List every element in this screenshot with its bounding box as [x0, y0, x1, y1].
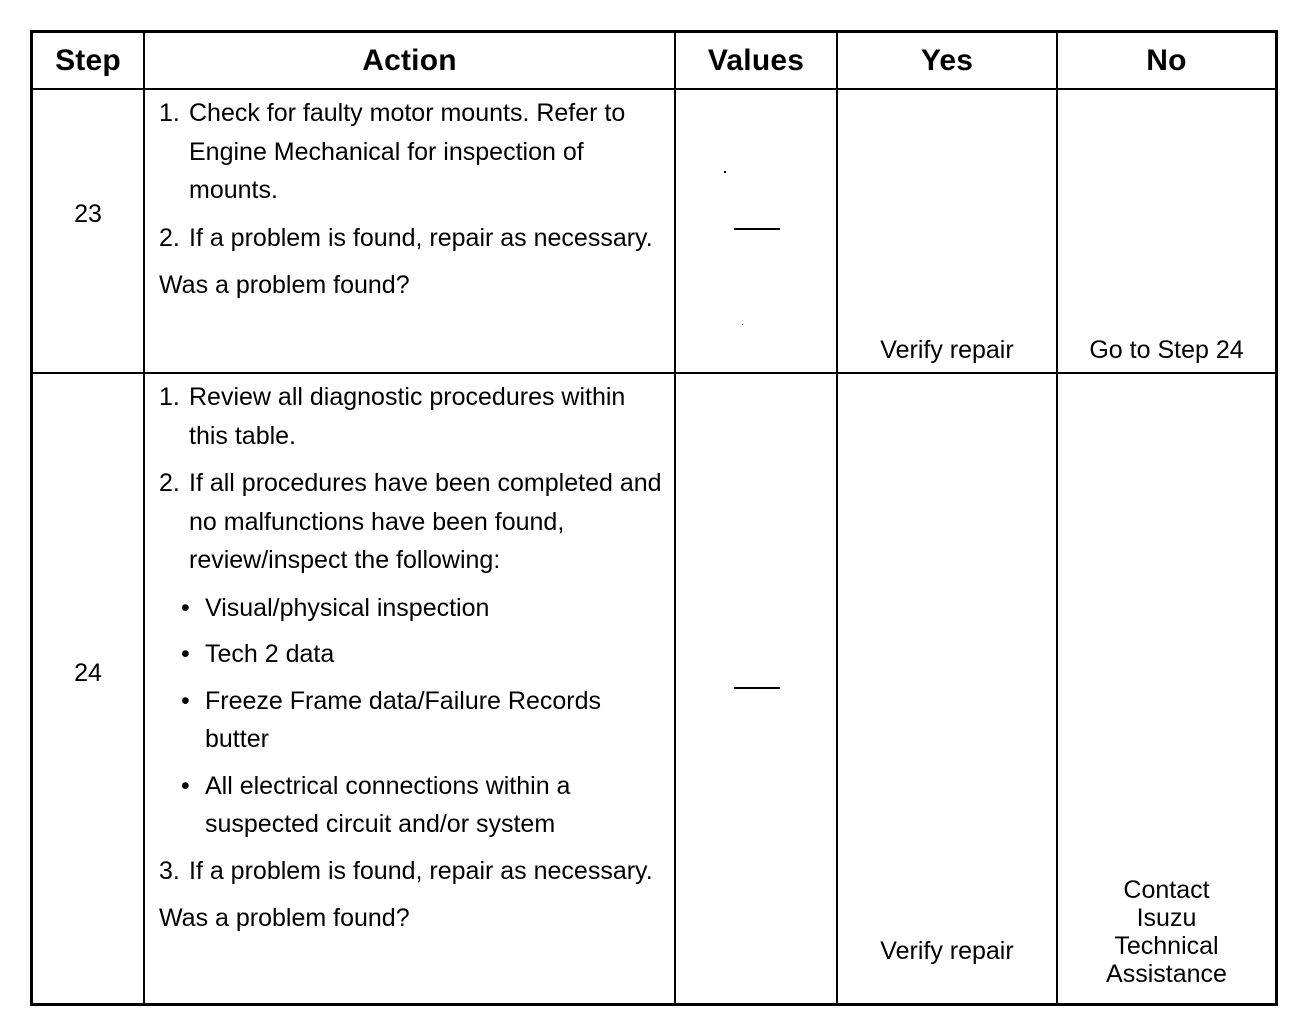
bullet-icon: • — [181, 686, 190, 715]
item-number: 3. — [159, 856, 180, 885]
item-number: 2. — [159, 469, 180, 497]
item-text: If a problem is found, repair as necessary. — [189, 856, 653, 885]
table-row — [33, 374, 1275, 1006]
list-item — [159, 219, 666, 258]
values-dash — [734, 687, 780, 689]
values-dash — [734, 228, 780, 230]
question-text: Was a problem found? — [159, 904, 410, 932]
header-yes: Yes — [838, 33, 1058, 88]
item-text: Check for faulty motor mounts. Refer to Engine Mechanical for inspection of mounts. — [189, 99, 626, 204]
step-number: 24 — [74, 659, 102, 687]
list-item — [159, 94, 666, 210]
bullet-text: Freeze Frame data/Failure Records butter — [205, 686, 601, 753]
no-result-line: Isuzu — [1136, 904, 1197, 932]
item-number: 1. — [159, 383, 180, 411]
item-text: Review all diagnostic procedures within this table. — [189, 383, 626, 450]
bullet-item — [159, 682, 666, 759]
yes-cell — [838, 90, 1058, 372]
bullet-icon: • — [181, 771, 190, 800]
item-number: 1. — [159, 99, 180, 127]
table-header-row — [33, 33, 1275, 90]
diagnostic-table — [30, 30, 1278, 1006]
step-number: 23 — [74, 200, 102, 228]
values-cell — [676, 90, 838, 372]
no-result: Go to Step 24 — [1089, 336, 1244, 364]
no-result-line: Contact — [1123, 876, 1210, 904]
item-text: If all procedures have been completed and no malfunctions have been found, review/inspect the following: — [189, 469, 662, 574]
question-text: Was a problem found? — [159, 271, 410, 299]
action-cell — [145, 90, 676, 372]
bullet-icon: • — [181, 593, 190, 622]
table-row — [33, 90, 1275, 374]
bullet-item — [159, 635, 666, 674]
step-cell — [33, 90, 145, 372]
yes-result: Verify repair — [880, 336, 1014, 364]
values-cell — [676, 374, 838, 1006]
bullet-item — [159, 589, 666, 628]
action-cell — [145, 374, 676, 1006]
list-item — [159, 378, 666, 455]
bullet-item — [159, 767, 666, 844]
no-cell — [1058, 374, 1275, 1006]
bullet-text: Tech 2 data — [205, 640, 335, 668]
no-result-line: Assistance — [1106, 960, 1227, 988]
yes-cell — [838, 374, 1058, 1006]
header-action: Action — [145, 33, 676, 88]
step-cell — [33, 374, 145, 1006]
no-result — [1058, 876, 1275, 988]
list-item — [159, 852, 666, 891]
bullet-text: Visual/physical inspection — [205, 593, 490, 622]
no-result-line: Technical — [1114, 932, 1219, 960]
item-text: If a problem is found, repair as necessary. — [189, 223, 653, 252]
yes-result: Verify repair — [880, 937, 1014, 965]
bullet-text: All electrical connections within a suspected circuit and/or system — [205, 771, 571, 838]
bullet-icon: • — [181, 640, 190, 668]
no-cell — [1058, 90, 1275, 372]
header-step: Step — [33, 33, 145, 88]
list-item — [159, 464, 666, 580]
header-no: No — [1146, 43, 1187, 77]
item-number: 2. — [159, 223, 180, 252]
header-values: Values — [676, 33, 838, 88]
